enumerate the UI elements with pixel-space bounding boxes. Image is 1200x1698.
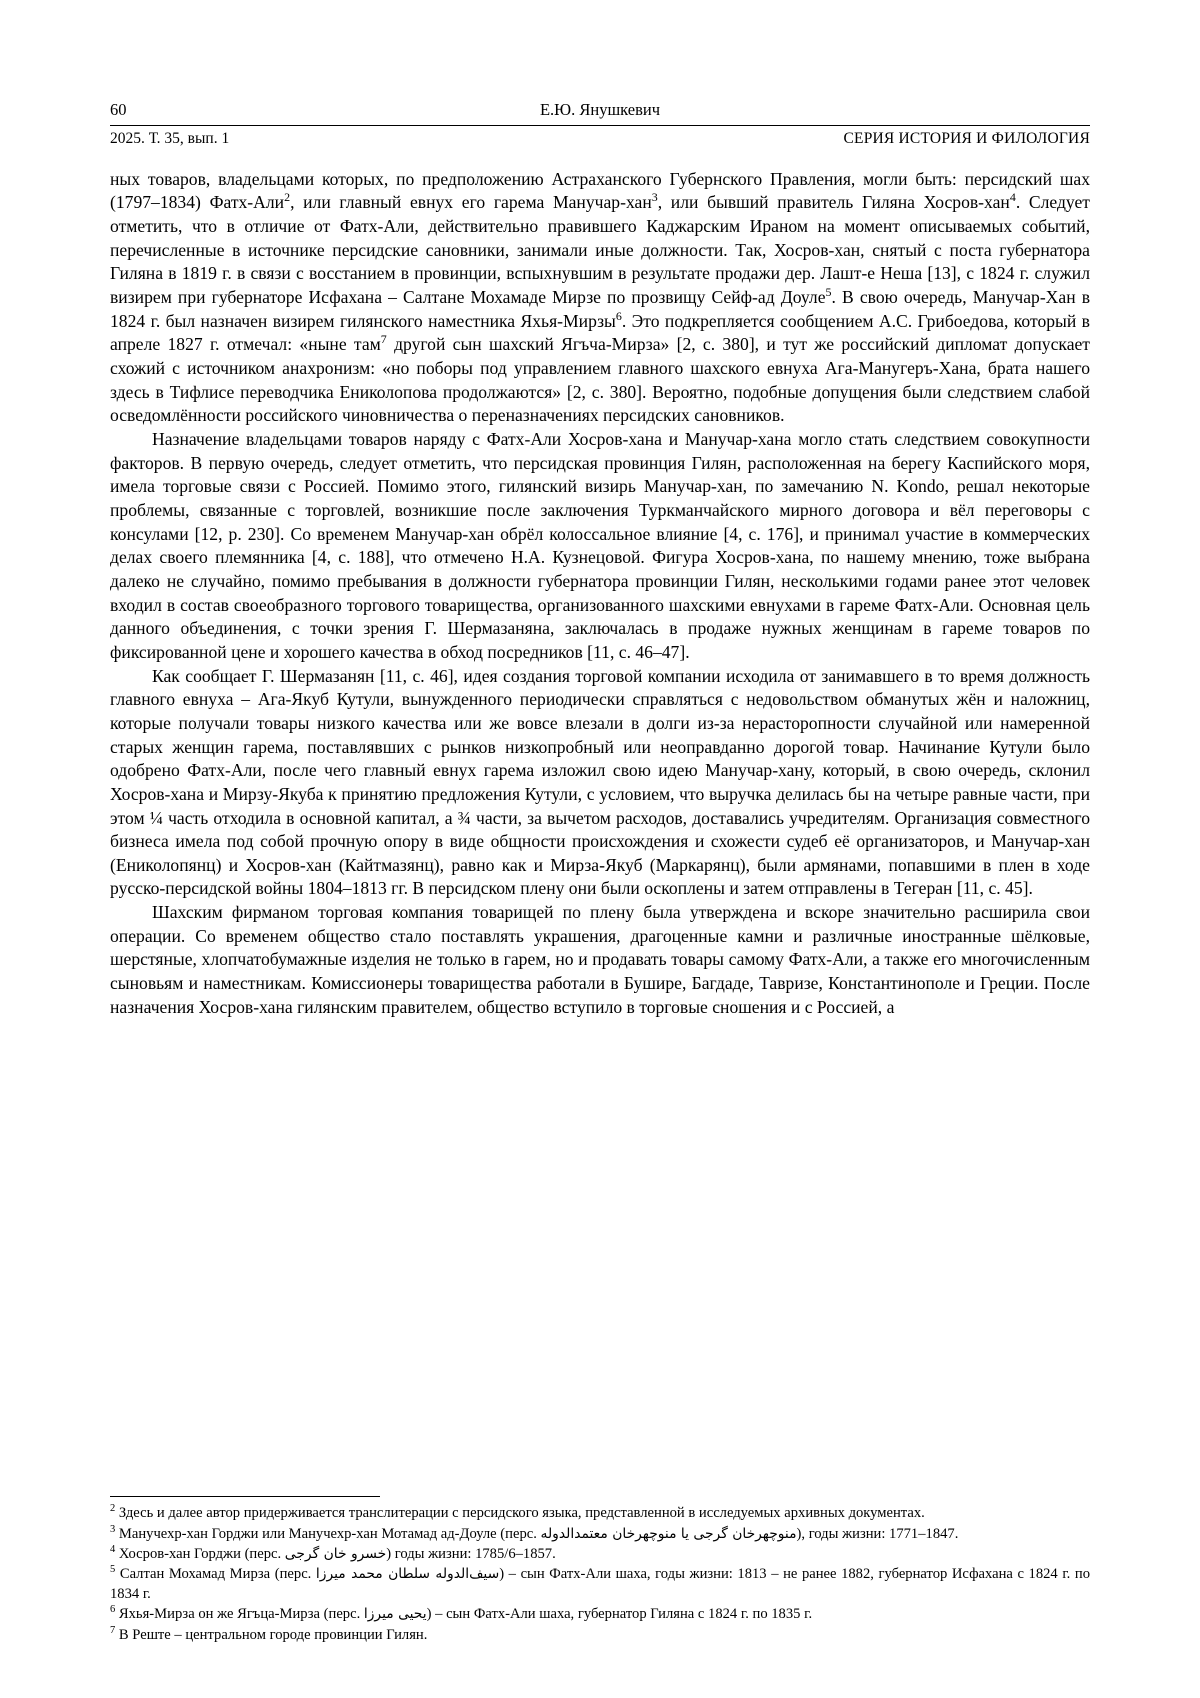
footnote-divider (110, 1496, 380, 1497)
footnote-text-after: ) годы жизни: 1785/6–1857. (386, 1545, 556, 1562)
paragraph-1-part-e: . В свою очередь, Манучар-Хан в 1824 г. был назначен визирем гилянского наместника Яхья-Мирзы (110, 287, 1091, 331)
footnote-marker: 4 (110, 1544, 116, 1556)
footnote-ref-4: 4 (1009, 190, 1016, 205)
paragraph-1-part-d: . Следует отметить, что в отличие от Фатх-Али, действительно правившего Каджарским Ираном на момент описываемых событий, перечисленные в источнике персидские сановники, занимали иные должности. Так, Хосров-хан, снятый с поста губернатора Гиляна в 1819 г. в связи с восстанием в провинции, вспыхнувшим в результате продажи дер. Лашт-е Неша [13], с 1824 г. служил визирем при губернаторе Исфахана – Салтане Мохамаде Мирзе по прозвищу Сейф-ад Доуле (110, 192, 1090, 308)
footnote-item (110, 1504, 1090, 1523)
footnotes-block (110, 1496, 1090, 1646)
issue-line (110, 130, 1090, 148)
footnote-text: Яхья-Мирза он же Ягъца-Мирза (перс. (118, 1606, 364, 1623)
footnote-arabic-text: منوچهرخان گرجی یا منوچهرخان معتمدالدوله (540, 1525, 797, 1542)
paragraph-1-part-a: ных товаров, владельцами которых, по предположению Астраханского Губернского Правления, могли быть: персидский шах (1797–1834) Фатх-Али (110, 168, 1090, 213)
page-number: 60 (110, 100, 127, 119)
paragraph-2: Назначение владельцами товаров наряду с Фатх-Али Хосров-хана и Манучар-хана могло стать следствием совокупности факторов. В первую очередь, следует отметить, что персидская провинция Гилян, расположенная на берегу Каспийского моря, имела торговые связи с Россией. Помимо этого, гилянский визирь Манучар-хан, по замечанию N. Kondo, решал некоторые проблемы, связанные с торговлей, возникшие после заключения Туркманчайского мирного договора и вёл переговоры с консулами [12, p. 230]. Со временем Манучар-хан обрёл колоссальное влияние [4, с. 176], и принимал участие в коммерческих делах своего племянника [4, с. 188], что отмечено Н.А. Кузнецовой. Фигура Хосров-хана, по нашему мнению, тоже выбрана далеко не случайно, помимо пребывания в должности губернатора провинции Гилян, несколькими годами ранее этот человек входил в состав своеобразного торгового товарищества, организованного шахскими евнухами в гареме Фатх-Али. Основная цель данного объединения, с точки зрения Г. Шермазаняна, заключалась в продаже нужных женщинам в гареме товаров по фиксированной цене и хорошего качества в обход посредников [11, с. 46–47]. (110, 429, 1090, 662)
article-body (110, 168, 1090, 1020)
footnote-marker: 5 (110, 1564, 116, 1576)
series-title: СЕРИЯ ИСТОРИЯ И ФИЛОЛОГИЯ (843, 129, 1090, 147)
paragraph-1-part-g: другой сын шахский Ягъча-Мирза» [2, с. 380], и тут же российский дипломат допускает схожий с источником анахронизм: «но поборы под управлением главного шахского евнуха Ага-Манугеръ-Хана, брата нашего здесь в Тифлисе переводчика Ениколопова продолжаются» [2, с. 380]. Вероятно, подобные допущения были следствием слабой осведомлённости российского чиновничества о переназначениях персидских сановников. (110, 334, 1090, 426)
header-divider (110, 125, 1090, 126)
paragraph-1-part-f: . Это подкрепляется сообщением А.С. Грибоедова, который в апреле 1827 г. отмечал: «ныне там (110, 310, 1090, 355)
paragraph-4: Шахским фирманом торговая компания товарищей по плену была утверждена и вскоре значительно расширила свои операции. Со временем общество стало поставлять украшения, драгоценные камни и различные иностранные шёлковые, шерстяные, хлопчатобумажные изделия не только в гарем, но и продавать товары самому Фатх-Али, а также его многочисленным сыновьям и наместникам. Комиссионеры товарищества работали в Бушире, Багдаде, Тавризе, Константинополе и Греции. После назначения Хосров-хана гилянским правителем, общество вступило в торговые сношения и с Россией, а (110, 902, 1090, 1017)
footnote-marker: 2 (110, 1503, 116, 1515)
footnote-item (110, 1605, 1090, 1624)
footnote-item (110, 1545, 1090, 1564)
paragraph-continued (110, 168, 1090, 428)
footnote-text-after: ), годы жизни: 1771–1847. (796, 1525, 959, 1542)
footnote-item (110, 1565, 1090, 1604)
footnote-text-after: ) – сын Фатх-Али шаха, годы жизни: 1813 – не ранее 1882, губернатор Исфахана с 1824 г. по 1834 г. (110, 1566, 1090, 1602)
footnote-ref-5: 5 (825, 285, 832, 300)
footnote-item (110, 1525, 1090, 1544)
footnote-text-after: ) – сын Фатх-Али шаха, губернатор Гиляна с 1824 г. по 1835 г. (426, 1606, 813, 1623)
footnote-marker: 3 (110, 1523, 116, 1535)
footnote-text: Хосров-хан Горджи (перс. (118, 1545, 285, 1562)
footnote-text: Салтан Мохамад Мирза (перс. (119, 1566, 316, 1583)
footnote-marker: 7 (110, 1624, 116, 1636)
issue-info: 2025. Т. 35, вып. 1 (110, 129, 230, 147)
footnote-item (110, 1626, 1090, 1645)
footnote-ref-6: 6 (615, 308, 622, 323)
footnote-arabic-text: یحیی میرزا (363, 1606, 427, 1623)
footnote-marker: 6 (110, 1604, 116, 1616)
footnote-arabic-text: خسرو خان گرجی (284, 1545, 387, 1562)
paragraph-3: Как сообщает Г. Шермазанян [11, с. 46], идея создания торговой компании исходила от занимавшего в то время должность главного евнуха – Ага-Якуб Кутули, вынужденного периодически справляться с недовольством обманутых жён и наложниц, которые получали товары низкого качества или же вовсе влезали в долги из-за нерасторопности случайной или намеренной старых женщин гарема, поставлявших с рынков низкопробный или неоправданно дорогой товар. Начинание Кутули было одобрено Фатх-Али, после чего главный евнух гарема изложил свою идею Манучар-хану, который, в свою очередь, склонил Хосров-хана и Мирзу-Якуба к принятию предложения Кутули, с условием, что выручка делилась бы на четыре равные части, при этом ¼ часть отходила в основной капитал, а ¾ части, за вычетом расходов, доставались учредителям. Организация совместного бизнеса имела под собой прочную опору в виде общности происхождения и схожести судеб её организаторов, и Манучар-хан (Ениколопянц) и Хосров-хан (Кайтмазянц), равно как и Мирза-Якуб (Маркарянц), были армянами, попавшими в плен в ходе русско-персидской войны 1804–1813 гг. В персидском плену они были оскоплены и затем отправлены в Тегеран [11, с. 45]. (110, 665, 1090, 899)
running-head-author: Е.Ю. Янушкевич (539, 100, 661, 119)
paragraph-1-part-b: , или главный евнух его гарема Манучар-хан (290, 192, 652, 213)
footnote-arabic-text: سیف‌الدوله سلطان محمد میرزا (315, 1566, 500, 1583)
footnote-ref-3: 3 (651, 190, 658, 205)
paragraph-1-part-c: , или бывший правитель Гиляна Хосров-хан (657, 192, 1010, 213)
running-head (110, 100, 1090, 120)
footnote-text: В Реште – центральном городе провинции Гилян. (118, 1626, 428, 1643)
footnote-ref-7: 7 (380, 332, 387, 347)
footnote-text: Манучехр-хан Горджи или Манучехр-хан Мотамад ад-Доуле (перс. (118, 1525, 541, 1542)
footnote-text: Здесь и далее автор придерживается транслитерации с персидского языка, представленной в исследуемых архивных документах. (118, 1505, 925, 1522)
footnote-ref-2: 2 (284, 190, 291, 205)
